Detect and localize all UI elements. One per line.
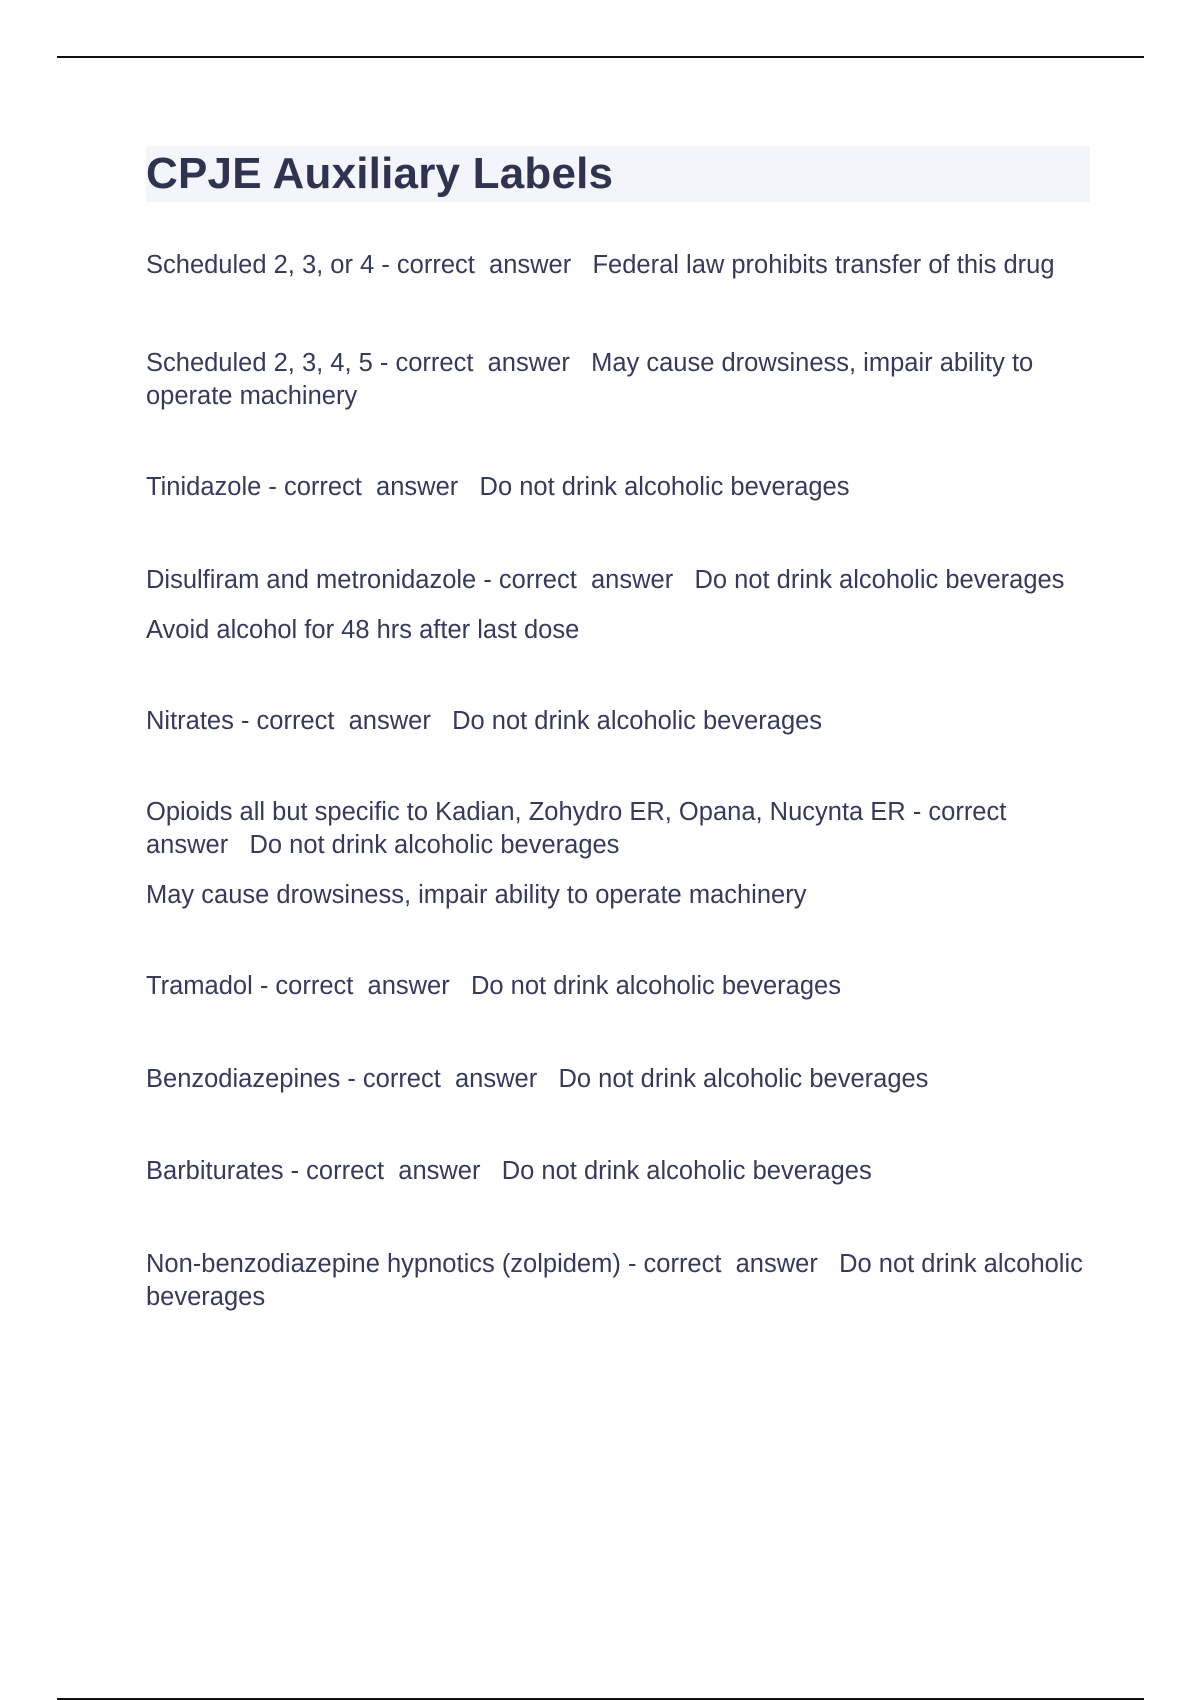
card-separator: - correct answer [146, 798, 1021, 859]
card-answer: Federal law prohibits transfer of this drug [592, 251, 1055, 279]
card-separator: - correct answer [372, 349, 592, 377]
card-list [146, 249, 1090, 1314]
card-answer: Do not drink alcoholic beverages [249, 831, 620, 859]
card-answer: Do not drink alcoholic beverages [471, 972, 841, 1000]
card-line [146, 249, 1090, 282]
card-separator: - correct answer [252, 972, 471, 1000]
card-line [146, 705, 1090, 738]
flashcard [146, 1248, 1090, 1314]
card-term: Scheduled 2, 3, or 4 [146, 251, 375, 279]
flashcard [146, 796, 1090, 912]
card-answer: May cause drowsiness, impair ability to operate machinery [146, 349, 1041, 410]
card-line [146, 347, 1090, 413]
card-line [146, 1063, 1090, 1096]
card-separator: - correct answer [340, 1065, 559, 1093]
card-extra-note: Avoid alcohol for 48 hrs after last dose [146, 616, 580, 644]
card-line [146, 471, 1090, 504]
card-answer: Do not drink alcoholic beverages [694, 566, 1065, 594]
card-term: Tramadol [146, 972, 253, 1000]
card-answer: Do not drink alcoholic beverages [479, 473, 850, 501]
card-answer: Do not drink alcoholic beverages [146, 1250, 1090, 1311]
card-separator: - correct answer [476, 566, 695, 594]
flashcard [146, 347, 1090, 413]
card-term: Non-benzodiazepine hypnotics (zolpidem) [146, 1250, 621, 1278]
card-term: Barbiturates [146, 1157, 284, 1185]
card-separator: - correct answer [283, 1157, 502, 1185]
page-title: CPJE Auxiliary Labels [146, 149, 614, 198]
card-separator: - correct answer [261, 473, 480, 501]
card-line [146, 1155, 1090, 1188]
flashcard [146, 249, 1090, 282]
flashcard [146, 1063, 1090, 1096]
flashcard [146, 970, 1090, 1003]
top-rule [57, 56, 1144, 58]
card-line [146, 1248, 1090, 1314]
flashcard [146, 705, 1090, 738]
card-answer: Do not drink alcoholic beverages [501, 1157, 872, 1185]
card-term: Disulfiram and metronidazole [146, 566, 477, 594]
card-separator: - correct answer [374, 251, 593, 279]
document-body [146, 146, 1090, 1314]
card-term: Tinidazole [146, 473, 262, 501]
title-band [146, 146, 1090, 202]
card-line [146, 564, 1090, 597]
flashcard [146, 1155, 1090, 1188]
card-term: Benzodiazepines [146, 1065, 341, 1093]
card-term: Opioids all but specific to Kadian, Zohydro ER, Opana, Nucynta ER [146, 798, 906, 826]
card-answer: Do not drink alcoholic beverages [452, 707, 823, 735]
flashcard [146, 471, 1090, 504]
card-term: Nitrates [146, 707, 234, 735]
card-separator: - correct answer [620, 1250, 840, 1278]
card-extra-note: May cause drowsiness, impair ability to operate machinery [146, 881, 807, 909]
card-separator: - correct answer [233, 707, 453, 735]
card-term: Scheduled 2, 3, 4, 5 [146, 349, 373, 377]
flashcard [146, 564, 1090, 647]
card-line [146, 970, 1090, 1003]
card-answer: Do not drink alcoholic beverages [558, 1065, 929, 1093]
card-line [146, 796, 1090, 862]
